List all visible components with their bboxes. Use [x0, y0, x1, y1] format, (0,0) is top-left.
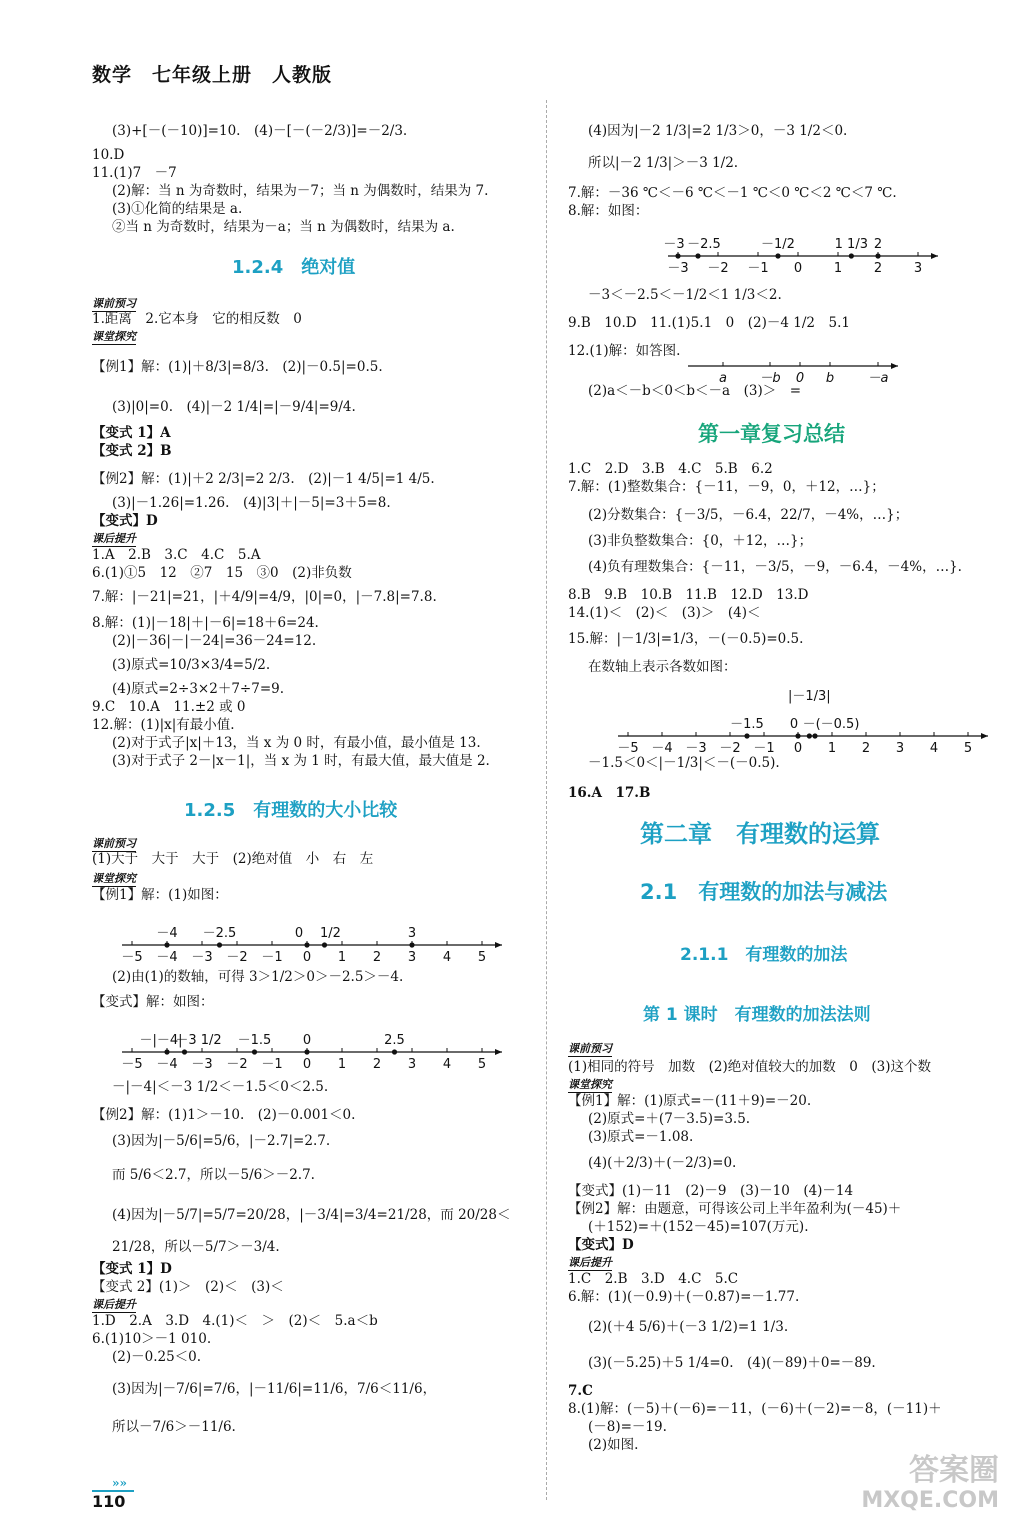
text-line: (4)原式=2÷3×2＋7÷7=9. — [112, 681, 285, 697]
tag-class: 课堂探究 — [568, 1078, 612, 1091]
tick-label: －a — [867, 371, 889, 386]
text-line: (2)a＜－b＜0＜b＜－a (3)＞ = — [588, 383, 802, 399]
tick-label: －3 — [191, 1057, 213, 1072]
point-mark — [744, 733, 749, 738]
point-mark — [675, 253, 680, 258]
lesson-title: 第 1 课时 有理数的加法法则 — [643, 1005, 871, 1025]
text-line: (3)非负整数集合：{0，＋12，…}； — [588, 533, 813, 549]
text-line: 8.解：如图： — [568, 203, 649, 219]
text-line: (3)(－5.25)＋5 1/4=0. (4)(－89)＋0=－89. — [588, 1355, 876, 1371]
tag-preview: 课前预习 — [568, 1042, 612, 1055]
column-divider — [546, 100, 547, 1500]
text-line: (2)由(1)的数轴，可得 3＞1/2＞0＞－2.5＞－4. — [112, 969, 404, 985]
tick-label: 3 — [895, 741, 905, 756]
point-mark — [795, 733, 800, 738]
text-line: 6.(1)10＞－1 010. — [92, 1331, 212, 1347]
tick-label: －2 — [226, 1057, 248, 1072]
tag-preview: 课前预习 — [92, 837, 136, 850]
tick-label: 1 — [827, 741, 837, 756]
tick-label: －3 — [191, 950, 213, 965]
tag-class: 课堂探究 — [92, 330, 136, 343]
text-line: 【例1】解：(1)如图： — [92, 887, 228, 903]
axis-arrow-icon — [495, 942, 502, 948]
tick-label: －1 — [753, 741, 775, 756]
text-line: －|－4|＜－3 1/2＜－1.5＜0＜2.5. — [112, 1079, 329, 1095]
text-line: (2)解：当 n 为奇数时，结果为－7；当 n 为偶数时，结果为 7. — [112, 183, 489, 199]
tag-class: 课堂探究 — [92, 872, 136, 885]
text-line: (2)原式=＋(7－3.5)=3.5. — [588, 1111, 751, 1127]
point-mark — [304, 942, 309, 947]
text-line: 【例2】解：由题意，可得该公司上半年盈利为(－45)＋ — [568, 1201, 902, 1217]
text-line: 【变式 1】A — [92, 425, 171, 441]
text-line: (1)相同的符号 加数 (2)绝对值较大的加数 0 (3)这个数 — [568, 1059, 931, 1075]
text-line: 【变式】D — [568, 1237, 634, 1253]
tick-label: 3 — [407, 1057, 417, 1072]
text-line: 【变式 2】B — [92, 443, 172, 459]
text-line: (2)对于式子|x|＋13，当 x 为 0 时，有最小值，最小值是 13. — [112, 735, 481, 751]
text-line: 【变式】D — [92, 513, 158, 529]
text-line: 所以－7/6＞－11/6. — [112, 1419, 236, 1435]
text-line: 1.C 2.D 3.B 4.C 5.B 6.2 — [568, 461, 773, 477]
text-line: 8.(1)解：(－5)＋(－6)=－11，(－6)＋(－2)=－8，(－11)＋ — [568, 1401, 942, 1417]
text-line: 【变式 1】D — [92, 1261, 172, 1277]
text-line: 在数轴上表示各数如图： — [588, 659, 737, 675]
tick-label: －b — [759, 371, 781, 386]
text-line: (4)因为|－5/7|=5/7=20/28，|－3/4|=3/4=21/28，而 20/28＜ — [112, 1207, 511, 1223]
point-label: －3 — [663, 237, 685, 252]
tick-label: a — [719, 371, 727, 386]
point-label: －1.5 — [237, 1033, 272, 1048]
point-label: －(－0.5) — [802, 717, 860, 732]
text-line: 10.D — [92, 147, 125, 163]
point-label: －1.5 — [730, 717, 764, 732]
tick-label: 1 — [833, 261, 843, 276]
point-label: 1/2 — [320, 926, 341, 941]
tick-label: －2 — [719, 741, 741, 756]
text-line: 11.(1)7 －7 — [92, 165, 177, 181]
tick-label: －3 — [667, 261, 689, 276]
tick-label: 3 — [407, 950, 417, 965]
page-number: 110 — [92, 1490, 134, 1514]
text-line: (3)原式=10/3×3/4=5/2. — [112, 657, 271, 673]
point-mark — [322, 942, 327, 947]
point-label: 2 — [873, 237, 883, 252]
tick-label: 4 — [442, 950, 452, 965]
axis-arrow-icon — [495, 1049, 502, 1055]
tick-label: －3 — [685, 741, 707, 756]
tick-label: －2 — [707, 261, 729, 276]
point-mark — [812, 733, 817, 738]
watermark — [861, 1453, 999, 1516]
text-line: －3＜－2.5＜－1/2＜1 1/3＜2. — [588, 287, 782, 303]
text-line: 16.A 17.B — [568, 785, 651, 801]
section-title-1-2-4: 1.2.4 绝对值 — [232, 257, 356, 278]
point-mark — [695, 253, 700, 258]
text-line: 7.解：(1)整数集合：{－11，－9，0，＋12，…}； — [568, 479, 885, 495]
chapter-review-title: 第一章复习总结 — [698, 422, 845, 446]
tick-label: －4 — [156, 1057, 178, 1072]
tick-label: 1 — [337, 950, 347, 965]
text-line: (2)(＋4 5/6)＋(－3 1/2)=1 1/3. — [588, 1319, 789, 1335]
tick-label: 4 — [929, 741, 939, 756]
tag-preview: 课前预习 — [92, 297, 136, 310]
text-line: (4)因为|－2 1/3|=2 1/3＞0，－3 1/2＜0. — [588, 123, 848, 139]
tick-label: 4 — [442, 1057, 452, 1072]
text-line: (1)大于 大于 大于 (2)绝对值 小 右 左 — [92, 851, 374, 867]
text-line: (＋152)=＋(152－45)=107(万元). — [588, 1219, 809, 1235]
text-line: (3)|0|=0. (4)|－2 1/4|=|－9/4|=9/4. — [112, 399, 356, 415]
text-line: (2)如图. — [588, 1437, 639, 1453]
tick-label: 2 — [861, 741, 871, 756]
tick-label: 5 — [477, 1057, 487, 1072]
tag-after: 课后提升 — [92, 532, 136, 545]
tick-label: －4 — [156, 950, 178, 965]
tick-label: －4 — [651, 741, 673, 756]
text-line: ②当 n 为奇数时，结果为－a；当 n 为偶数时，结果为 a. — [112, 219, 455, 235]
tick-label: －5 — [121, 1057, 143, 1072]
section-title-2-1-1: 2.1.1 有理数的加法 — [680, 945, 848, 965]
point-mark — [182, 1049, 187, 1054]
text-line: 【例1】解：(1)|＋8/3|=8/3. (2)|－0.5|=0.5. — [92, 359, 383, 375]
page-arrows-icon: »» — [112, 1476, 127, 1490]
tick-label: 1 — [337, 1057, 347, 1072]
tick-label: 0 — [793, 741, 803, 756]
tick-label: －1 — [261, 950, 283, 965]
section-title-1-2-5: 1.2.5 有理数的大小比较 — [184, 800, 398, 821]
text-line: 8.B 9.B 10.B 11.B 12.D 13.D — [568, 587, 809, 603]
text-line: (2)|－36|－|－24|=36－24=12. — [112, 633, 317, 649]
watermark-text: 答案圈 — [909, 1453, 999, 1488]
tag-after: 课后提升 — [568, 1256, 612, 1269]
number-line-q15 — [598, 678, 998, 758]
number-line-example-1 — [112, 913, 532, 968]
text-line: 7.解：－36 ℃＜－6 ℃＜－1 ℃＜0 ℃＜2 ℃＜7 ℃. — [568, 185, 897, 201]
point-mark — [875, 253, 880, 258]
text-line: 9.B 10.D 11.(1)5.1 0 (2)－4 1/2 5.1 — [568, 315, 850, 331]
text-line: 7.C — [568, 1383, 593, 1399]
tick-label: 0 — [302, 1057, 312, 1072]
tick-label: 2 — [372, 950, 382, 965]
point-label: 0 — [302, 1033, 312, 1048]
point-label: 2.5 — [384, 1033, 405, 1048]
tick-label: 3 — [913, 261, 923, 276]
text-line: 1.距离 2.它本身 它的相反数 0 — [92, 311, 302, 327]
text-line: 1.C 2.B 3.D 4.C 5.C — [568, 1271, 739, 1287]
text-line: 6.(1)①5 12 ②7 15 ③0 (2)非负数 — [92, 565, 352, 581]
text-line: (3)①化简的结果是 a. — [112, 201, 243, 217]
point-label: －1/2 — [761, 237, 795, 252]
point-label: 0 — [789, 717, 799, 732]
tick-label: －1 — [747, 261, 769, 276]
text-line: (3)+[－(－10)]=10. (4)－[－(－2/3)]=－2/3. — [112, 123, 408, 139]
axis-arrow-icon — [931, 253, 938, 259]
text-line: (2)－0.25＜0. — [112, 1349, 202, 1365]
text-line: (3)因为|－7/6|=7/6，|－11/6|=11/6，7/6＜11/6， — [112, 1381, 437, 1397]
text-line: 【例2】解：(1)1＞－10. (2)－0.001＜0. — [92, 1107, 356, 1123]
text-line: 【变式】(1)－11 (2)－9 (3)－10 (4)－14 — [568, 1183, 854, 1199]
point-mark — [392, 1049, 397, 1054]
point-mark — [849, 253, 854, 258]
point-label: 0 — [294, 926, 304, 941]
point-label: －2.5 — [202, 926, 237, 941]
tick-label: 0 — [793, 261, 803, 276]
text-line: 所以|－2 1/3|＞－3 1/2. — [588, 155, 739, 171]
point-label: －|－4| — [139, 1033, 183, 1048]
tick-label: －5 — [121, 950, 143, 965]
text-line: 【变式 2】(1)＞ (2)＜ (3)＜ — [92, 1279, 284, 1295]
tick-label: 0 — [302, 950, 312, 965]
point-label: 3 — [407, 926, 417, 941]
point-mark — [252, 1049, 257, 1054]
point-mark — [164, 942, 169, 947]
point-label: |－1/3| — [787, 689, 831, 704]
point-mark — [807, 733, 812, 738]
text-line: (3)因为|－5/6|=5/6，|－2.7|=2.7. — [112, 1133, 331, 1149]
text-line: 1.D 2.A 3.D 4.(1)＜ ＞ (2)＜ 5.a＜b — [92, 1313, 378, 1329]
text-line: 9.C 10.A 11.±2 或 0 — [92, 699, 246, 715]
point-label: －2.5 — [687, 237, 721, 252]
tick-label: 2 — [873, 261, 883, 276]
text-line: 【变式】解：如图： — [92, 994, 214, 1010]
text-line: －1.5＜0＜|－1/3|＜－(－0.5). — [588, 755, 780, 771]
section-title-2-1: 2.1 有理数的加法与减法 — [640, 880, 888, 904]
text-line: 12.(1)解：如答图. — [568, 343, 681, 359]
point-mark — [164, 1049, 169, 1054]
tick-label: b — [825, 371, 835, 386]
text-line: 【例1】解：(1)原式=－(11＋9)=－20. — [568, 1093, 812, 1109]
text-line: (3)对于式子 2－|x－1|，当 x 为 1 时，有最大值，最大值是 2. — [112, 753, 490, 769]
tag-after: 课后提升 — [92, 1298, 136, 1311]
tick-label: 5 — [477, 950, 487, 965]
watermark-url: MXQE.COM — [861, 1488, 999, 1513]
tick-label: －2 — [226, 950, 248, 965]
text-line: 12.解：(1)|x|有最小值. — [92, 717, 235, 733]
text-line: 8.解：(1)|－18|＋|－6|=18＋6=24. — [92, 615, 319, 631]
point-label: 1 1/3 — [834, 237, 868, 252]
axis-arrow-icon — [981, 733, 988, 739]
tick-label: －5 — [617, 741, 639, 756]
point-mark — [409, 942, 414, 947]
text-line: (－8)=－19. — [588, 1419, 667, 1435]
point-label: －3 1/2 — [175, 1033, 222, 1048]
tick-label: 5 — [963, 741, 973, 756]
chapter-title: 第二章 有理数的运算 — [640, 820, 880, 848]
axis-arrow-icon — [891, 363, 898, 369]
point-mark — [775, 253, 780, 258]
point-mark — [304, 1049, 309, 1054]
text-line: 【例2】解：(1)|＋2 2/3|=2 2/3. (2)|－1 4/5|=1 4/5. — [92, 471, 435, 487]
text-line: (4)(＋2/3)＋(－2/3)=0. — [588, 1155, 737, 1171]
number-line-variant — [112, 1020, 532, 1075]
text-line: (3)|－1.26|=1.26. (4)|3|＋|－5|=3＋5=8. — [112, 495, 391, 511]
text-line: 21/28，所以－5/7＞－3/4. — [112, 1239, 280, 1255]
text-line: (4)负有理数集合：{－11，－3/5，－9，－6.4，－4%，…}. — [588, 559, 962, 575]
text-line: 而 5/6＜2.7，所以－5/6＞－2.7. — [112, 1167, 315, 1183]
point-label: －4 — [156, 926, 178, 941]
page-header: 数学 七年级上册 人教版 — [92, 64, 333, 86]
text-line: 7.解：|－21|=21，|＋4/9|=4/9，|0|=0，|－7.8|=7.8. — [92, 589, 437, 605]
text-line: 1.A 2.B 3.C 4.C 5.A — [92, 547, 261, 563]
tick-label: －1 — [261, 1057, 283, 1072]
text-line: (3)原式=－1.08. — [588, 1129, 694, 1145]
text-line: 6.解：(1)(－0.9)＋(－0.87)=－1.77. — [568, 1289, 800, 1305]
text-line: 14.(1)＜ (2)＜ (3)＞ (4)＜ — [568, 605, 761, 621]
point-mark — [217, 942, 222, 947]
text-line: 15.解：|－1/3|=1/3，－(－0.5)=0.5. — [568, 631, 804, 647]
text-line: (2)分数集合：{－3/5，－6.4，22/7，－4%，…}； — [588, 507, 909, 523]
tick-label: 2 — [372, 1057, 382, 1072]
tick-label: 0 — [795, 371, 805, 386]
number-line-q8 — [618, 226, 948, 281]
